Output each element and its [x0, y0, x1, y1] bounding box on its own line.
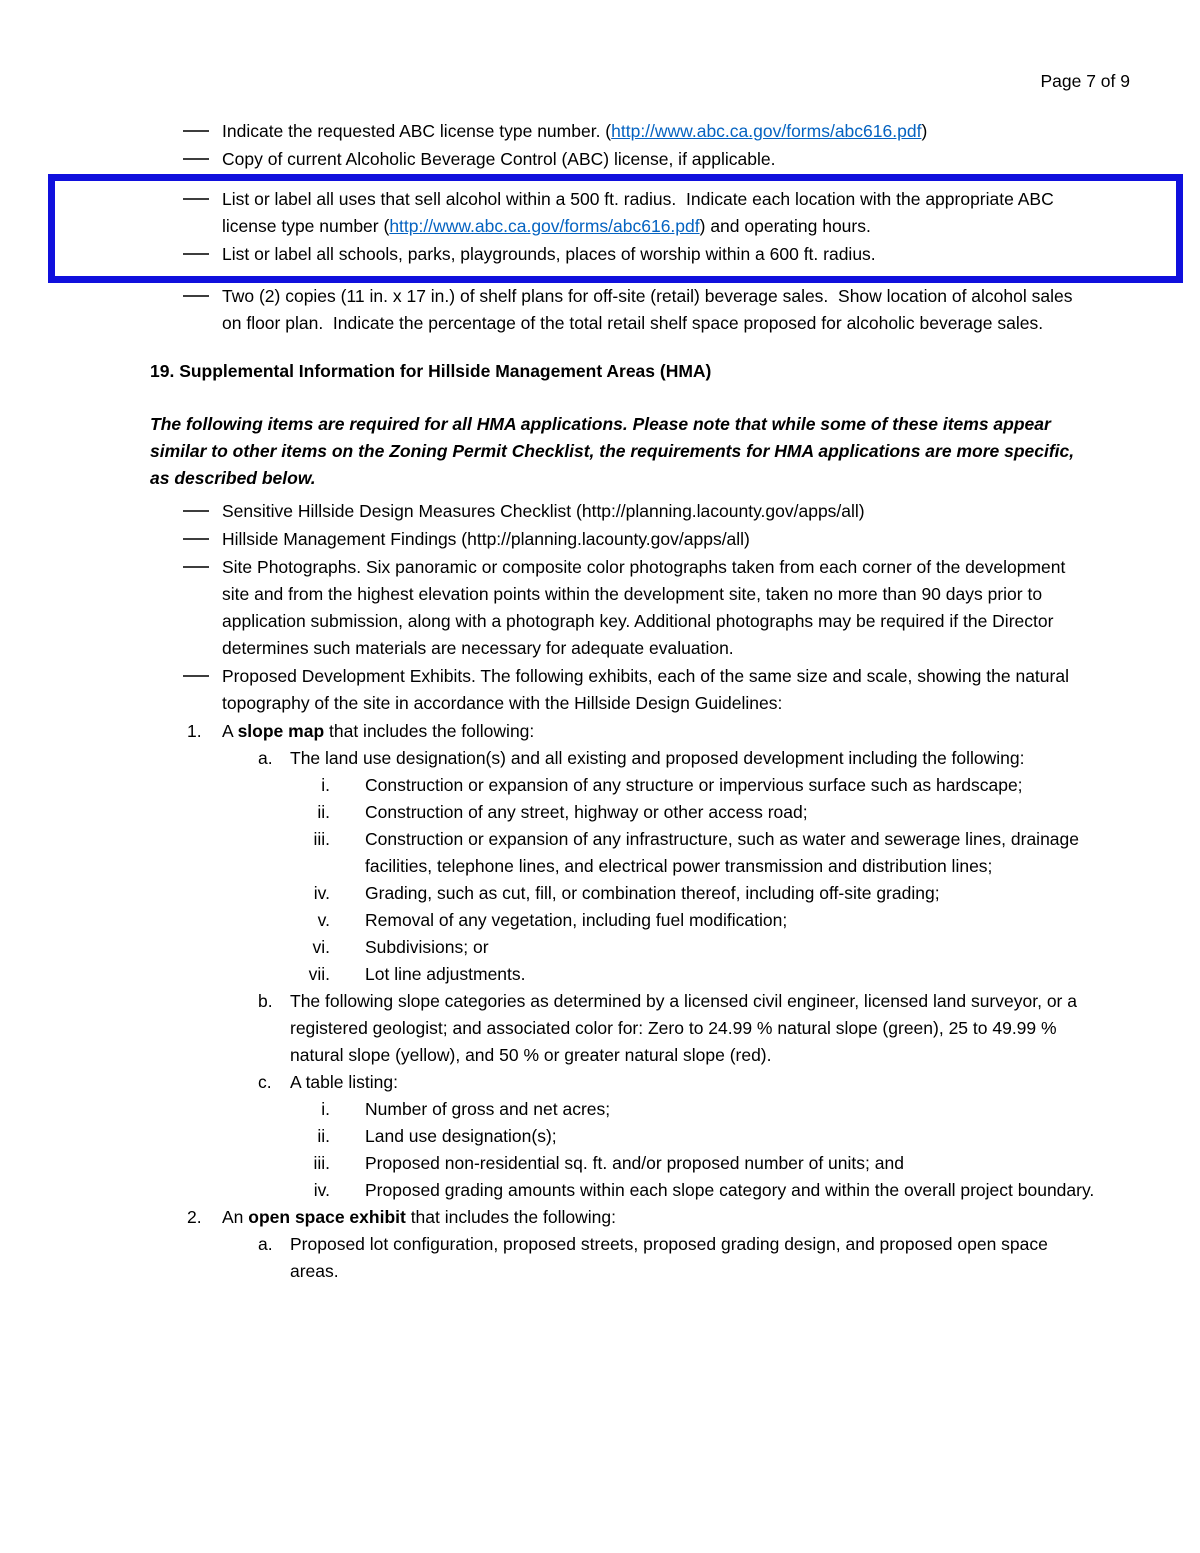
roman-item-lot-line	[150, 961, 1095, 988]
lead-post: that includes the following:	[405, 1207, 616, 1227]
sub-item-text: Proposed lot configuration, proposed streets, proposed grading design, and proposed open space areas.	[290, 1234, 1053, 1281]
sub-item-c-table-listing	[258, 1069, 1095, 1096]
lead-bold: slope map	[237, 721, 325, 741]
list-roman: vii.	[308, 964, 330, 984]
checklist-item-text: Two (2) copies (11 in. x 17 in.) of shelf plans for off-site (retail) beverage sales. Show location of alcohol sales on floor plan. Indicate the percentage of the total retail shelf space proposed for alcoholic beverage sales.	[222, 286, 1078, 333]
item-text-pre: List or label all uses that sell alcohol within a 500 ft. radius. Indicate each location with the appropriate ABC license type number (	[222, 189, 1059, 236]
list-letter: a.	[258, 748, 273, 768]
checklist-item-abc-license-number	[183, 118, 1095, 145]
abc616-pdf-link[interactable]: http://www.abc.ca.gov/forms/abc616.pdf	[611, 121, 922, 141]
checklist-item-sensitive-hillside-checklist	[183, 498, 1095, 525]
dash-bullet-icon	[183, 295, 209, 297]
roman-item-vegetation	[150, 907, 1095, 934]
lead-pre: A	[222, 721, 238, 741]
roman-item-text: Lot line adjustments.	[365, 964, 526, 984]
item-text-pre: Indicate the requested ABC license type number. (	[222, 121, 612, 141]
list-roman: v.	[317, 910, 330, 930]
sub-item-a-lot-configuration	[258, 1231, 1095, 1285]
roman-item-infrastructure	[150, 826, 1095, 880]
checklist-item-text: Proposed Development Exhibits. The following exhibits, each of the same size and scale, showing the natural topography of the site in accordance with the Hillside Design Guidelines:	[222, 666, 1074, 713]
roman-item-street	[150, 799, 1095, 826]
roman-item-text: Construction of any street, highway or other access road;	[365, 802, 808, 822]
list-roman: iii.	[313, 1153, 330, 1173]
item-text-post: )	[921, 121, 928, 141]
checklist-item-shelf-plans	[183, 283, 1095, 337]
item-text-post: ) and operating hours.	[699, 216, 871, 236]
checklist-item-abc-license-copy	[183, 146, 1095, 173]
checklist-item-schools-parks-600ft	[183, 241, 1095, 268]
checklist-item-text: Sensitive Hillside Design Measures Checklist (http://planning.lacounty.gov/apps/all)	[222, 501, 865, 521]
dash-bullet-icon	[183, 566, 209, 568]
checklist-item-text	[222, 118, 1095, 145]
list-roman: i.	[321, 1099, 330, 1119]
checklist-item-text	[222, 186, 1095, 240]
roman-item-text: Removal of any vegetation, including fuel modification;	[365, 910, 788, 930]
dash-bullet-icon	[183, 675, 209, 677]
list-roman: iv.	[313, 1180, 330, 1200]
roman-item-text: Land use designation(s);	[365, 1126, 557, 1146]
dash-bullet-icon	[183, 253, 209, 255]
dash-bullet-icon	[183, 158, 209, 160]
exhibit-item-text	[222, 718, 1095, 745]
exhibit-item-text	[222, 1204, 1095, 1231]
page-number: Page 7 of 9	[1040, 71, 1130, 91]
checklist-item-text: Site Photographs. Six panoramic or composite color photographs taken from each corner of the development site and from the highest elevation points within the development site, taken no more than 90 days prior to application submission, along with a photograph key. Additional photographs may be required if the Director determines such materials are necessary for adequate evaluation.	[222, 557, 1071, 658]
sub-item-text: The land use designation(s) and all existing and proposed development including the following:	[290, 748, 1025, 768]
list-number: 1.	[187, 721, 202, 741]
list-letter: c.	[258, 1072, 272, 1092]
roman-item-text: Proposed non-residential sq. ft. and/or proposed number of units; and	[365, 1153, 904, 1173]
roman-item-nonresidential-sqft	[150, 1150, 1095, 1177]
list-roman: iv.	[313, 883, 330, 903]
list-roman: vi.	[312, 937, 330, 957]
checklist-item-text: Hillside Management Findings (http://planning.lacounty.gov/apps/all)	[222, 529, 750, 549]
roman-item-text: Number of gross and net acres;	[365, 1099, 611, 1119]
sub-item-a-land-use	[258, 745, 1095, 772]
sub-item-text: A table listing:	[290, 1072, 398, 1092]
checklist-item-text: List or label all schools, parks, playgrounds, places of worship within a 600 ft. radius.	[222, 244, 876, 264]
checklist-item-proposed-development-exhibits	[183, 663, 1095, 717]
roman-item-grading-amounts	[150, 1177, 1095, 1204]
hma-intro-paragraph: The following items are required for all HMA applications. Please note that while some of these items appear similar to other items on the Zoning Permit Checklist, the requirements for HMA applications are more specific, as described below.	[150, 414, 1075, 488]
checklist-item-text: Copy of current Alcoholic Beverage Control (ABC) license, if applicable.	[222, 149, 776, 169]
roman-item-text: Construction or expansion of any structure or impervious surface such as hardscape;	[365, 775, 1023, 795]
roman-item-grading	[150, 880, 1095, 907]
checklist-item-hillside-findings	[183, 526, 1095, 553]
sub-item-b-slope-categories	[258, 988, 1095, 1069]
roman-item-text: Grading, such as cut, fill, or combination thereof, including off-site grading;	[365, 883, 940, 903]
dash-bullet-icon	[183, 538, 209, 540]
list-letter: a.	[258, 1234, 273, 1254]
roman-item-land-use-designation	[150, 1123, 1095, 1150]
list-roman: i.	[321, 775, 330, 795]
list-roman: ii.	[317, 802, 330, 822]
sub-item-text: The following slope categories as determined by a licensed civil engineer, licensed land surveyor, or a registered geologist; and associated color for: Zero to 24.99 % natural slope (green), 25 to 49.99 % natural slope (yellow), and 50 % or greater natural slope (red).	[290, 991, 1082, 1065]
highlight-annotation-box	[48, 174, 1183, 283]
lead-pre: An	[222, 1207, 249, 1227]
exhibit-item-open-space	[187, 1204, 1095, 1231]
list-roman: iii.	[313, 829, 330, 849]
roman-item-text: Proposed grading amounts within each slope category and within the overall project boundary.	[365, 1180, 1095, 1200]
roman-item-text: Construction or expansion of any infrastructure, such as water and sewerage lines, drainage facilities, telephone lines, and electrical power transmission and distribution lines;	[365, 829, 1084, 876]
dash-bullet-icon	[183, 510, 209, 512]
section-19-heading: 19. Supplemental Information for Hillside Management Areas (HMA)	[150, 361, 712, 381]
roman-item-structure	[150, 772, 1095, 799]
list-number: 2.	[187, 1207, 202, 1227]
abc616-pdf-link[interactable]: http://www.abc.ca.gov/forms/abc616.pdf	[389, 216, 700, 236]
list-letter: b.	[258, 991, 273, 1011]
dash-bullet-icon	[183, 130, 209, 132]
checklist-item-alcohol-uses-500ft	[183, 186, 1095, 240]
roman-item-subdivisions	[150, 934, 1095, 961]
lead-bold: open space exhibit	[248, 1207, 406, 1227]
roman-item-text: Subdivisions; or	[365, 937, 489, 957]
list-roman: ii.	[317, 1126, 330, 1146]
lead-post: that includes the following:	[324, 721, 535, 741]
dash-bullet-icon	[183, 198, 209, 200]
exhibit-item-slope-map	[187, 718, 1095, 745]
roman-item-acres	[150, 1096, 1095, 1123]
checklist-item-site-photographs	[183, 554, 1095, 662]
